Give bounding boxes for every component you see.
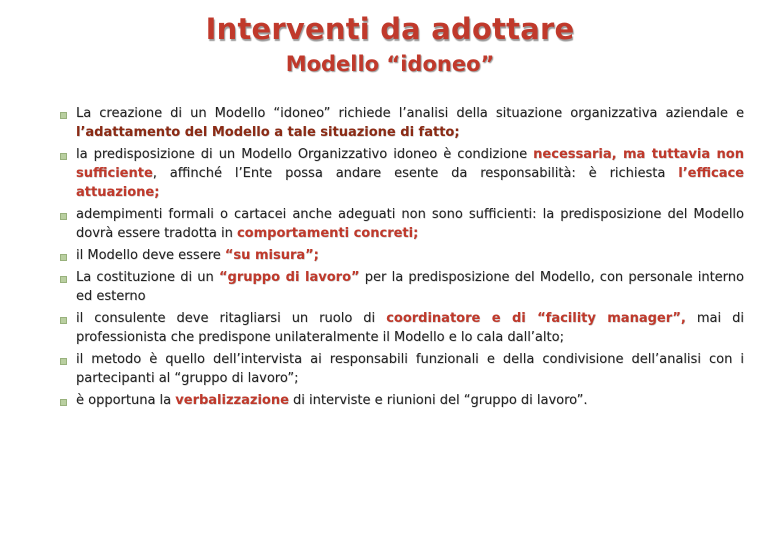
bullet-item-verbalizzazione	[58, 391, 744, 410]
square-bullet-icon	[60, 153, 67, 160]
bullet-item-su-misura	[58, 246, 744, 265]
bullet-emphasis: l’efficace attuazione;	[76, 166, 744, 200]
square-bullet-icon	[60, 358, 67, 365]
slide-subtitle: Modello “idoneo”	[285, 52, 495, 76]
bullet-emphasis: “su misura”;	[224, 248, 319, 263]
bullet-text: La creazione di un Modello “idoneo” richiede l’analisi della situazione organizzativa aziendale e	[76, 106, 744, 121]
bullet-text: di interviste e riunioni del “gruppo di lavoro”.	[288, 393, 588, 408]
square-bullet-icon	[60, 317, 67, 324]
bullet-emphasis: necessaria, ma tuttavia non sufficiente	[76, 147, 744, 181]
bullet-text: la predisposizione di un Modello Organizzativo idoneo è condizione	[76, 147, 534, 162]
bullet-text: il metodo è quello dell’intervista ai responsabili funzionali e della condivisione dell’analisi con i partecipanti al “gruppo di lavoro”;	[76, 352, 744, 386]
bullet-emphasis: l’adattamento del Modello a tale situazione di fatto;	[76, 125, 460, 140]
square-bullet-icon	[60, 399, 67, 406]
bullet-item-consulente	[58, 309, 744, 347]
square-bullet-icon	[60, 213, 67, 220]
bullet-text: è opportuna la	[76, 393, 176, 408]
bullet-emphasis: verbalizzazione	[175, 393, 289, 408]
bullet-text: adempimenti formali o cartacei anche adeguati non sono sufficienti: la predisposizione del Modello dovrà essere tradotta in	[76, 207, 744, 241]
bullet-emphasis: “gruppo di lavoro”	[218, 270, 360, 285]
bullet-item-predisposizione	[58, 145, 744, 202]
square-bullet-icon	[60, 254, 67, 261]
slide-title: Interventi da adottare	[205, 12, 575, 46]
bullet-text: per la predisposizione del Modello, con personale interno ed esterno	[76, 270, 744, 304]
square-bullet-icon	[60, 112, 67, 119]
bullet-emphasis: comportamenti concreti;	[236, 226, 419, 241]
bullet-item-metodo	[58, 350, 744, 388]
bullet-item-gruppo-lavoro	[58, 268, 744, 306]
bullet-text: il Modello deve essere	[76, 248, 225, 263]
bullet-list	[58, 104, 744, 410]
bullet-text: , affinché l’Ente possa andare esente da responsabilità: è richiesta	[152, 166, 679, 181]
bullet-text: La costituzione di un	[76, 270, 219, 285]
bullet-item-adempimenti	[58, 205, 744, 243]
bullet-text: il consulente deve ritagliarsi un ruolo di	[76, 311, 387, 326]
bullet-item-analisi	[58, 104, 744, 142]
square-bullet-icon	[60, 276, 67, 283]
bullet-text: mai di professionista che predispone unilateralmente il Modello e lo cala dall’alto;	[76, 311, 745, 345]
bullet-emphasis: coordinatore e di “facility manager”,	[386, 311, 686, 326]
